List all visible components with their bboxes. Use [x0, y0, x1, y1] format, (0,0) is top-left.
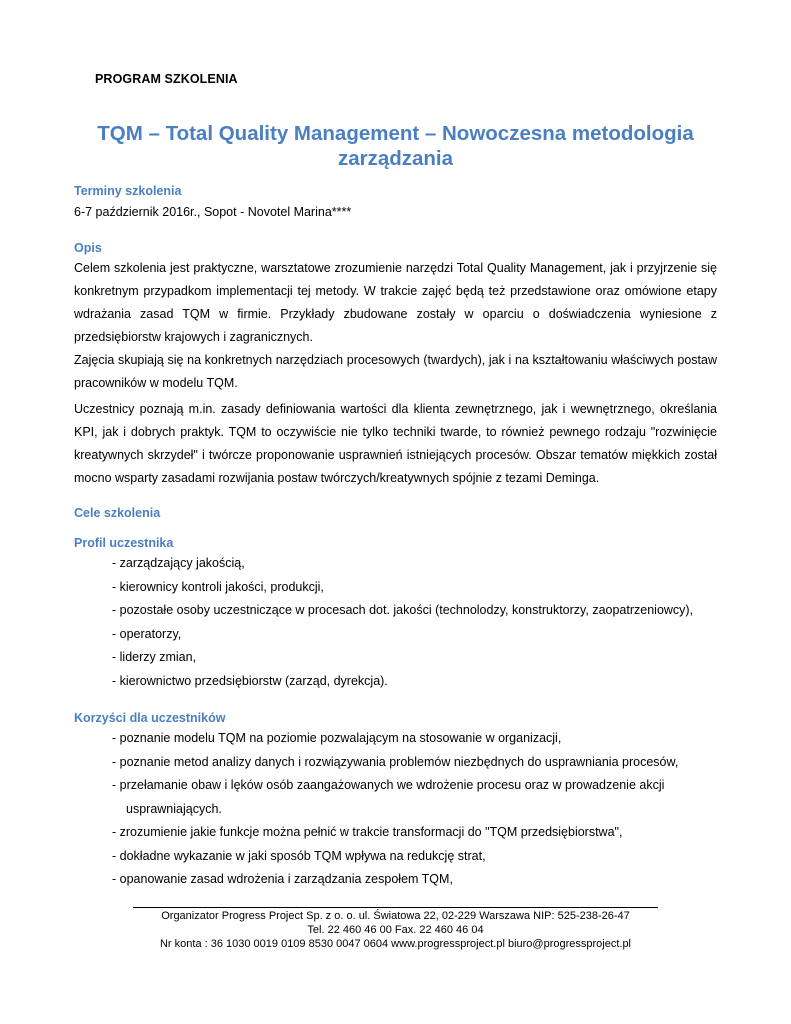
- footer-organizer-line: Organizator Progress Project Sp. z o. o. ul. Światowa 22, 02-229 Warszawa NIP: 525-238-26-47: [161, 910, 630, 922]
- terms-text: 6-7 październik 2016r., Sopot - Novotel Marina****: [74, 205, 352, 219]
- terms-heading: Terminy szkolenia: [74, 184, 182, 198]
- list-item: - zrozumienie jakie funkcje można pełnić w trakcie transformacji do "TQM przedsiębiorstwa",: [112, 825, 623, 839]
- list-item: - liderzy zmian,: [112, 650, 197, 664]
- profile-list: [112, 552, 717, 693]
- page-title: [60, 121, 731, 171]
- benefits-heading: Korzyści dla uczestników: [74, 711, 226, 725]
- list-item: - opanowanie zasad wdrożenia i zarządzania zespołem TQM,: [112, 872, 453, 886]
- list-item: - zarządzający jakością,: [112, 556, 245, 570]
- goals-heading: Cele szkolenia: [74, 506, 161, 520]
- page-title-line-2: zarządzania: [337, 147, 454, 170]
- list-item: - poznanie metod analizy danych i rozwiązywania problemów niezbędnych do usprawniania procesów,: [112, 754, 679, 769]
- description-paragraph-3: Uczestnicy poznają m.in. zasady definiowania wartości dla klienta zewnętrznego, jak i wewnętrznego, określania KPI, jak i dobrych praktyk. TQM to oczywiście nie tylko techniki twarde, to również pewnego rodzaju "rozwinięcie kreatywnych skrzydeł" i twórcze proponowanie usprawnień istniejących procesów. Obszar tematów miękkich został mocno wsparty zasadami rozwijania postaw twórczych/kreatywnych spójnie z tezami Deminga.: [74, 402, 717, 485]
- page-title-line-1: TQM – Total Quality Management – Nowoczesna metodologia: [97, 122, 694, 145]
- profile-heading: Profil uczestnika: [74, 536, 174, 550]
- footer-phone-line: Tel. 22 460 46 00 Fax. 22 460 46 04: [307, 924, 484, 936]
- list-item-continuation: usprawniających.: [126, 801, 222, 816]
- benefits-list: [112, 727, 717, 892]
- list-item-text: - przełamanie obaw i lęków osób zaangażowanych we wdrożenie procesu oraz w prowadzenie akcji: [112, 778, 665, 792]
- footer: [100, 909, 691, 951]
- list-item: - dokładne wykazanie w jaki sposób TQM wpływa na redukcję strat,: [112, 848, 486, 863]
- footer-account-line: Nr konta : 36 1030 0019 0109 8530 0047 0604 www.progressproject.pl biuro@progressproject.pl: [159, 938, 632, 950]
- description-paragraph-2: Zajęcia skupiają się na konkretnych narzędziach procesowych (twardych), jak i na kształtowaniu właściwych postaw pracowników w modelu TQM.: [74, 353, 717, 390]
- list-item: - kierownictwo przedsiębiorstw (zarząd, dyrekcja).: [112, 673, 388, 688]
- description-paragraph-1: Celem szkolenia jest praktyczne, warsztatowe zrozumienie narzędzi Total Quality Management, jak i przyjrzenie się konkretnym przypadkom implementacji tej metody. W trakcie zajęć będą też przedstawione oraz omówione etapy wdrażania zasad TQM w firmie. Przykłady zbudowane zostały w oparciu o doświadczenia wyniesione z przedsiębiorstw krajowych i zagranicznych.: [74, 261, 717, 344]
- list-item: - poznanie modelu TQM na poziomie pozwalającym na stosowanie w organizacji,: [112, 731, 562, 745]
- description-heading: Opis: [74, 241, 102, 255]
- list-item: - pozostałe osoby uczestniczące w procesach dot. jakości (technolodzy, konstruktorzy, zaopatrzeniowcy),: [112, 603, 694, 617]
- list-item: - kierownicy kontroli jakości, produkcji,: [112, 579, 324, 594]
- program-label: PROGRAM SZKOLENIA: [95, 72, 238, 86]
- list-item: - operatorzy,: [112, 626, 182, 641]
- footer-divider: [133, 907, 658, 908]
- list-item: [112, 774, 717, 821]
